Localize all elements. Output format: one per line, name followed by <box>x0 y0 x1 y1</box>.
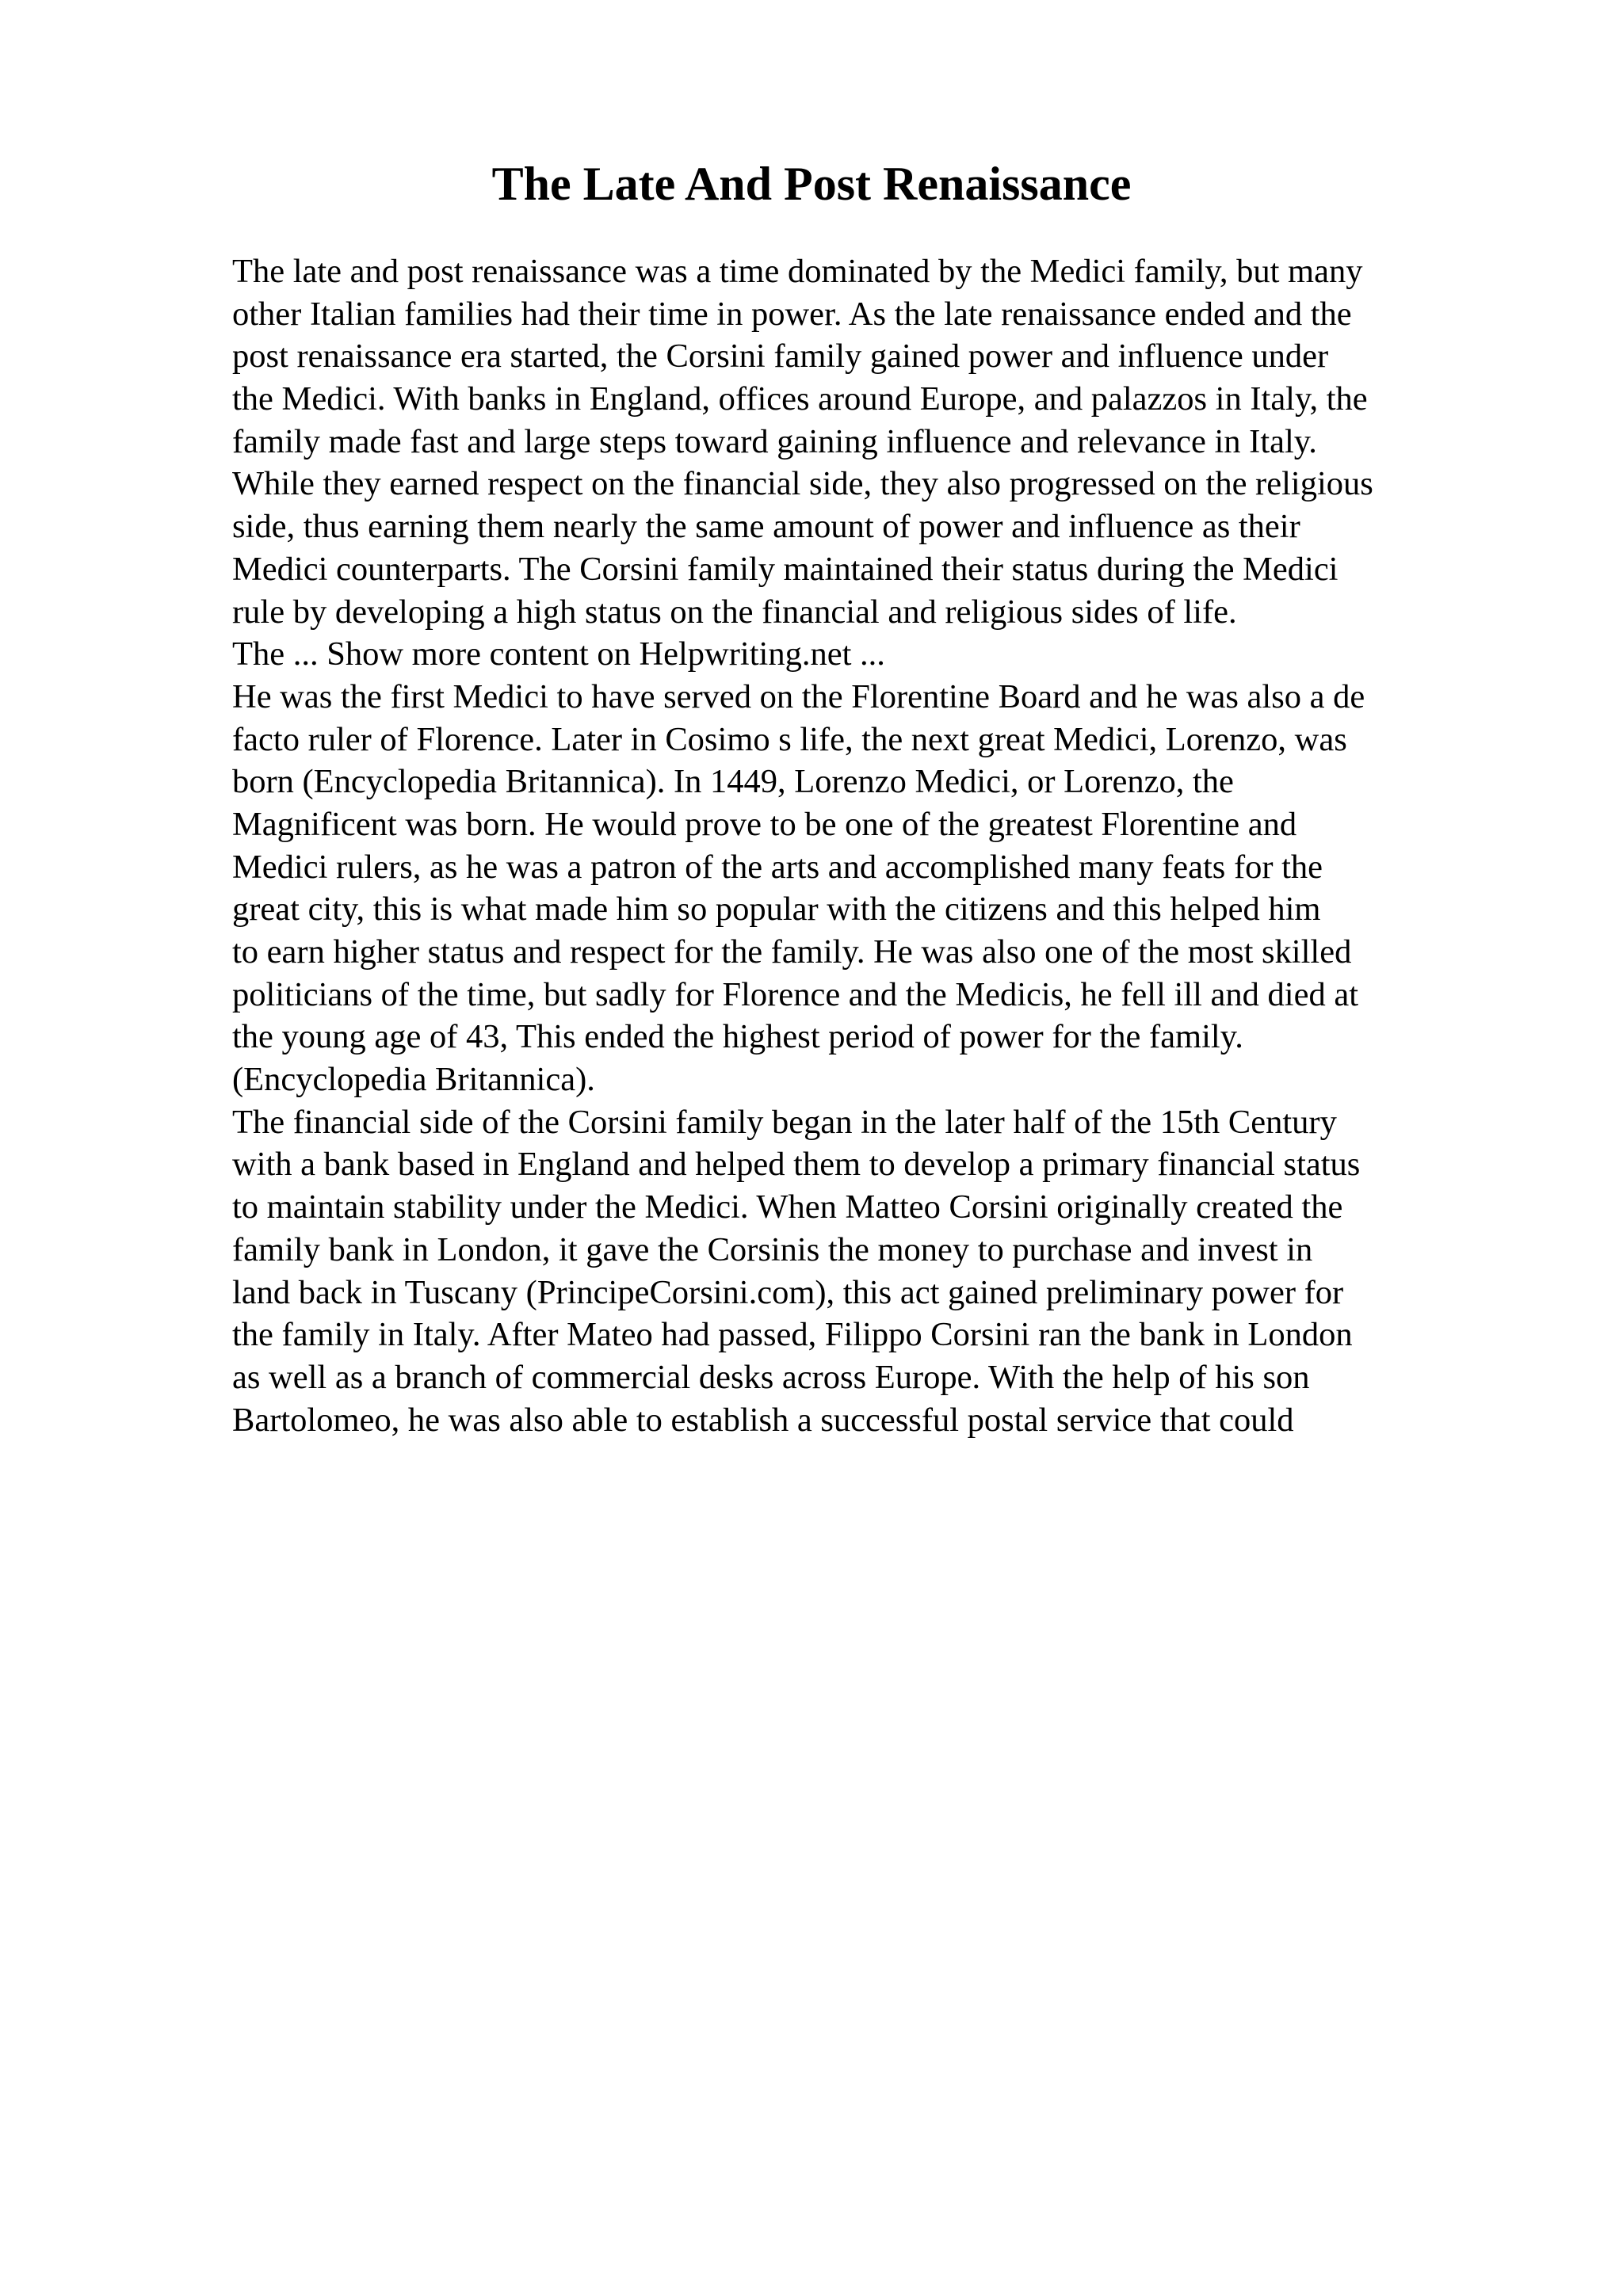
body-line: as well as a branch of commercial desks across Europe. With the help of his son <box>232 1358 1310 1396</box>
body-line: He was the first Medici to have served on the Florentine Board and he was also a de <box>232 677 1365 715</box>
body-line: Magnificent was born. He would prove to be one of the greatest Florentine and <box>232 805 1297 843</box>
body-line: born (Encyclopedia Britannica). In 1449, Lorenzo Medici, or Lorenzo, the <box>232 763 1234 801</box>
body-line: to maintain stability under the Medici. When Matteo Corsini originally created the <box>232 1188 1343 1226</box>
body-line: Medici counterparts. The Corsini family maintained their status during the Medici <box>232 550 1338 588</box>
show-more-line: The ... Show more content on Helpwriting.net ... <box>232 635 885 673</box>
body-line: While they earned respect on the financial side, they also progressed on the religious <box>232 465 1373 503</box>
body-line: Bartolomeo, he was also able to establish a successful postal service that could <box>232 1401 1294 1439</box>
body-line: the family in Italy. After Mateo had passed, Filippo Corsini ran the bank in London <box>232 1316 1353 1354</box>
body-line: the young age of 43, This ended the highest period of power for the family. <box>232 1018 1243 1056</box>
document-body <box>232 250 1500 1441</box>
body-line: other Italian families had their time in power. As the late renaissance ended and the <box>232 295 1352 333</box>
body-line: great city, this is what made him so popular with the citizens and this helped him <box>232 891 1321 929</box>
body-line: rule by developing a high status on the financial and religious sides of life. <box>232 593 1237 631</box>
body-line: The financial side of the Corsini family began in the later half of the 15th Century <box>232 1103 1337 1141</box>
document-title: The Late And Post Renaissance <box>491 158 1132 210</box>
body-line: family made fast and large steps toward gaining influence and relevance in Italy. <box>232 422 1317 460</box>
body-line: (Encyclopedia Britannica). <box>232 1061 595 1099</box>
body-line: facto ruler of Florence. Later in Cosimo s life, the next great Medici, Lorenzo, was <box>232 720 1347 758</box>
body-line: The late and post renaissance was a time dominated by the Medici family, but many <box>232 253 1363 290</box>
body-line: with a bank based in England and helped them to develop a primary financial status <box>232 1146 1361 1184</box>
body-line: to earn higher status and respect for the family. He was also one of the most skilled <box>232 933 1352 971</box>
body-line: the Medici. With banks in England, offices around Europe, and palazzos in Italy, the <box>232 380 1368 418</box>
body-line: politicians of the time, but sadly for Florence and the Medicis, he fell ill and died at <box>232 975 1359 1013</box>
body-line: post renaissance era started, the Corsini family gained power and influence under <box>232 338 1329 376</box>
body-line: land back in Tuscany (PrincipeCorsini.com), this act gained preliminary power for <box>232 1273 1344 1311</box>
body-line: family bank in London, it gave the Corsinis the money to purchase and invest in <box>232 1230 1313 1268</box>
body-line: side, thus earning them nearly the same amount of power and influence as their <box>232 508 1300 546</box>
body-line: Medici rulers, as he was a patron of the arts and accomplished many feats for the <box>232 848 1323 886</box>
